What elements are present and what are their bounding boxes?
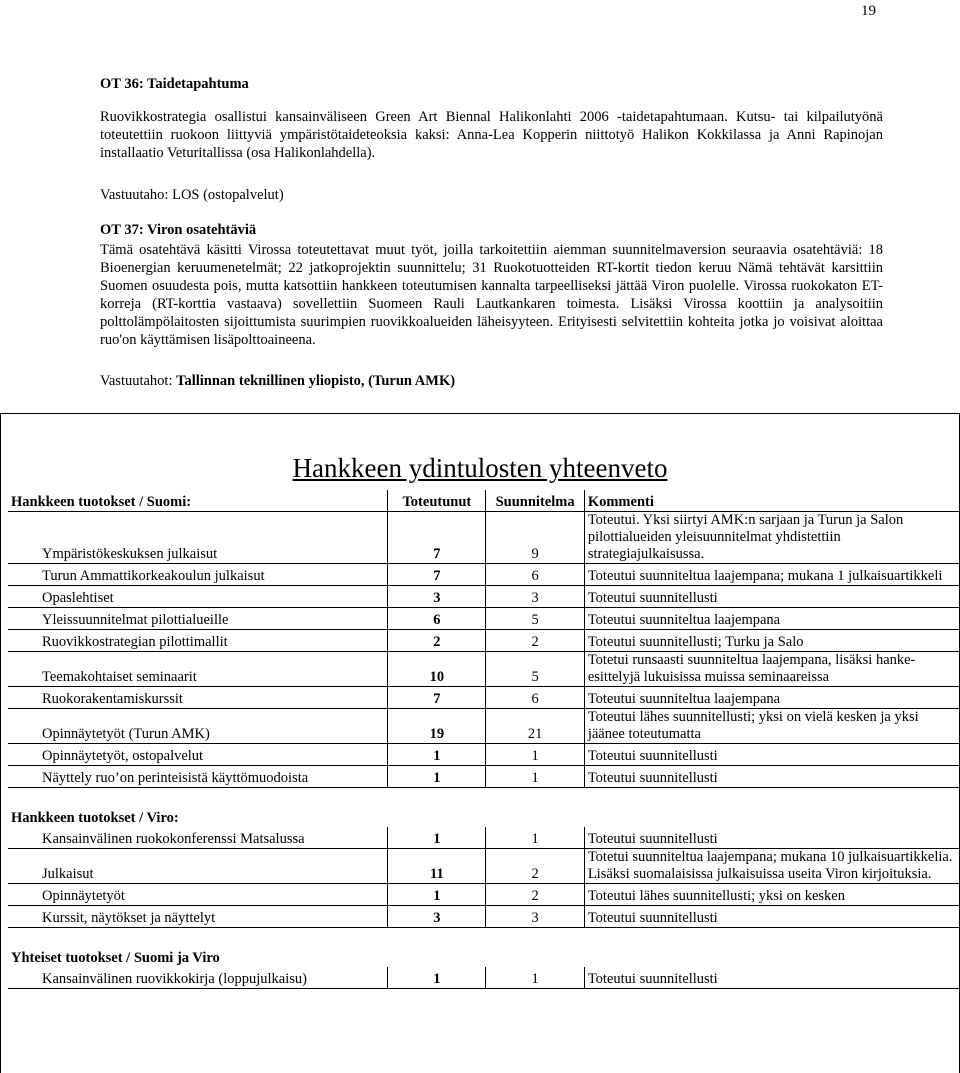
- row-planned: 3: [486, 906, 584, 928]
- row-actual: 10: [388, 652, 486, 687]
- row-product: Yleissuunnitelmat pilottialueille: [8, 608, 388, 630]
- row-comment: Toteutui suunnitellusti: [584, 967, 960, 989]
- row-comment: Toteutui suunnitellusti; Turku ja Salo: [584, 630, 960, 652]
- row-product: Opinnäytetyöt (Turun AMK): [8, 709, 388, 744]
- header-actual: Toteutunut: [388, 490, 486, 512]
- header-planned: Suunnitelma: [486, 490, 584, 512]
- row-comment: Totetui runsaasti suunniteltua laajempana, lisäksi hanke-esittelyjä lukuisissa muissa seminaareissa: [584, 652, 960, 687]
- row-product: Opinnäytetyöt: [8, 884, 388, 906]
- summary-title: Hankkeen ydintulosten yhteenveto: [292, 453, 668, 483]
- table-row: [8, 586, 960, 608]
- row-planned: 1: [486, 766, 584, 788]
- row-comment: Toteutui suunnitellusti: [584, 827, 960, 849]
- row-comment: Toteutui suunnitellusti: [584, 744, 960, 766]
- row-planned: 2: [486, 884, 584, 906]
- row-comment: Toteutui suunniteltua laajempana; mukana 1 julkaisuartikkeli: [584, 564, 960, 586]
- row-planned: 5: [486, 608, 584, 630]
- row-comment: Toteutui suunniteltua laajempana: [584, 687, 960, 709]
- row-product: Kansainvälinen ruokokonferenssi Matsalussa: [8, 827, 388, 849]
- table-row: [8, 849, 960, 884]
- table-row: [8, 744, 960, 766]
- row-comment: Totetui suunniteltua laajempana; mukana 10 julkaisuartikkelia. Lisäksi suomalaisissa julkaisuissa useita Viron kirjoituksia.: [584, 849, 960, 884]
- row-product: Kansainvälinen ruovikkokirja (loppujulkaisu): [8, 967, 388, 989]
- ot37-text: Tämä osatehtävä käsitti Virossa toteutettavat muut työt, joilla tarkoitettiin aiemman suunnitelmaversion seuraavia osatehtäviä: 18 Bioenergian keruumenetelmät; 22 jatkoprojektin suunnittelu; 31 Ruokotuotteiden RT-kortit tiedon keruu Nämä tehtävät karsittiin Suomen osuudesta pois, mutta katsottiin hankkeen toteutumisen kannalta tarpeelliseksi jättää Viron puolelle. Virossa ruokokaton ET-korreja (RT-korttia vastaava) sovellettiin Suomeen Rauli Lautkankaren toimesta. Lisäksi Virossa koottiin ja analysoitiin polttolämpölaitosten sijoittumista suurimpien ruovikkoalueiden läheisyyteen. Erityisesti selvitettiin kohteita jotka jo voisivat aloittaa ruo'on käyttämisen lisäpolttoaineena.: [100, 242, 883, 348]
- row-product: Kurssit, näytökset ja näyttelyt: [8, 906, 388, 928]
- row-product: Julkaisut: [8, 849, 388, 884]
- row-planned: 5: [486, 652, 584, 687]
- row-planned: 9: [486, 512, 584, 564]
- row-comment: Toteutui suunnitellusti: [584, 586, 960, 608]
- ot37-responsible-value: Tallinnan teknillinen yliopisto, (Turun AMK): [176, 373, 456, 389]
- table-row: [8, 608, 960, 630]
- ot37-responsible: [100, 372, 883, 390]
- row-planned: 2: [486, 630, 584, 652]
- ot36-responsible: Vastuutaho: LOS (ostopalvelut): [100, 187, 284, 203]
- row-actual: 11: [388, 849, 486, 884]
- row-planned: 2: [486, 849, 584, 884]
- row-actual: 19: [388, 709, 486, 744]
- page-number: 19: [861, 3, 876, 19]
- table-row: [8, 967, 960, 989]
- row-comment: Toteutui lähes suunnitellusti; yksi on kesken: [584, 884, 960, 906]
- row-actual: 7: [388, 512, 486, 564]
- row-comment: Toteutui suunniteltua laajempana: [584, 608, 960, 630]
- row-actual: 1: [388, 884, 486, 906]
- table-row: [8, 766, 960, 788]
- row-actual: 3: [388, 586, 486, 608]
- table-row: [8, 827, 960, 849]
- row-planned: 1: [486, 827, 584, 849]
- table-row: [8, 512, 960, 564]
- row-product: Opaslehtiset: [8, 586, 388, 608]
- table-row: [8, 709, 960, 744]
- row-actual: 2: [388, 630, 486, 652]
- row-planned: 3: [486, 586, 584, 608]
- row-actual: 6: [388, 608, 486, 630]
- row-product: Ympäristökeskuksen julkaisut: [8, 512, 388, 564]
- row-actual: 7: [388, 687, 486, 709]
- row-actual: 1: [388, 766, 486, 788]
- ot37-responsible-label: Vastuutahot:: [100, 373, 173, 389]
- row-actual: 1: [388, 744, 486, 766]
- table-row: [8, 564, 960, 586]
- row-comment: Toteutui. Yksi siirtyi AMK:n sarjaan ja Turun ja Salon pilottialueiden yleisuunnitelmat yhdistettiin strategiajulkaisussa.: [584, 512, 960, 564]
- header-comment: Kommenti: [584, 490, 960, 512]
- table-row: [8, 906, 960, 928]
- row-planned: 1: [486, 967, 584, 989]
- summary-table: [8, 490, 960, 989]
- table-row: [8, 884, 960, 906]
- ot36-title: OT 36: Taidetapahtuma: [100, 76, 249, 92]
- row-comment: Toteutui suunnitellusti: [584, 906, 960, 928]
- row-planned: 21: [486, 709, 584, 744]
- row-comment: Toteutui suunnitellusti: [584, 766, 960, 788]
- row-product: Teemakohtaiset seminaarit: [8, 652, 388, 687]
- row-actual: 7: [388, 564, 486, 586]
- row-product: Opinnäytetyöt, ostopalvelut: [8, 744, 388, 766]
- estonia-heading-label: Hankkeen tuotokset / Viro:: [11, 810, 179, 826]
- frame-left-border: [0, 414, 1, 1073]
- ot37-title: OT 37: Viron osatehtäviä: [100, 222, 257, 238]
- row-actual: 1: [388, 827, 486, 849]
- table-row: [8, 687, 960, 709]
- joint-heading: [8, 928, 960, 968]
- joint-heading-label: Yhteiset tuotokset / Suomi ja Viro: [11, 950, 220, 966]
- row-planned: 1: [486, 744, 584, 766]
- row-planned: 6: [486, 687, 584, 709]
- table-header-row: [8, 490, 960, 512]
- header-products: Hankkeen tuotokset / Suomi:: [8, 490, 388, 512]
- row-planned: 6: [486, 564, 584, 586]
- table-row: [8, 630, 960, 652]
- row-product: Turun Ammattikorkeakoulun julkaisut: [8, 564, 388, 586]
- row-actual: 3: [388, 906, 486, 928]
- row-product: Ruovikkostrategian pilottimallit: [8, 630, 388, 652]
- row-product: Näyttely ruo’on perinteisistä käyttömuodoista: [8, 766, 388, 788]
- estonia-heading: [8, 788, 960, 828]
- table-row: [8, 652, 960, 687]
- row-comment: Toteutui lähes suunnitellusti; yksi on vielä kesken ja yksi jäänee toteutumatta: [584, 709, 960, 744]
- row-actual: 1: [388, 967, 486, 989]
- row-product: Ruokorakentamiskurssit: [8, 687, 388, 709]
- ot36-text: Ruovikkostrategia osallistui kansainväliseen Green Art Biennal Halikonlahti 2006 -taidetapahtumaan. Kutsu- tai kilpailutyönä toteutettiin ruokoon liittyviä ympäristötaideteoksia kaksi: Anna-Lea Kopperin niittotyö Halikon Kokkilassa ja Anni Rapinojan installaatio Veturitallissa (osa Halikonlahdella).: [100, 109, 883, 161]
